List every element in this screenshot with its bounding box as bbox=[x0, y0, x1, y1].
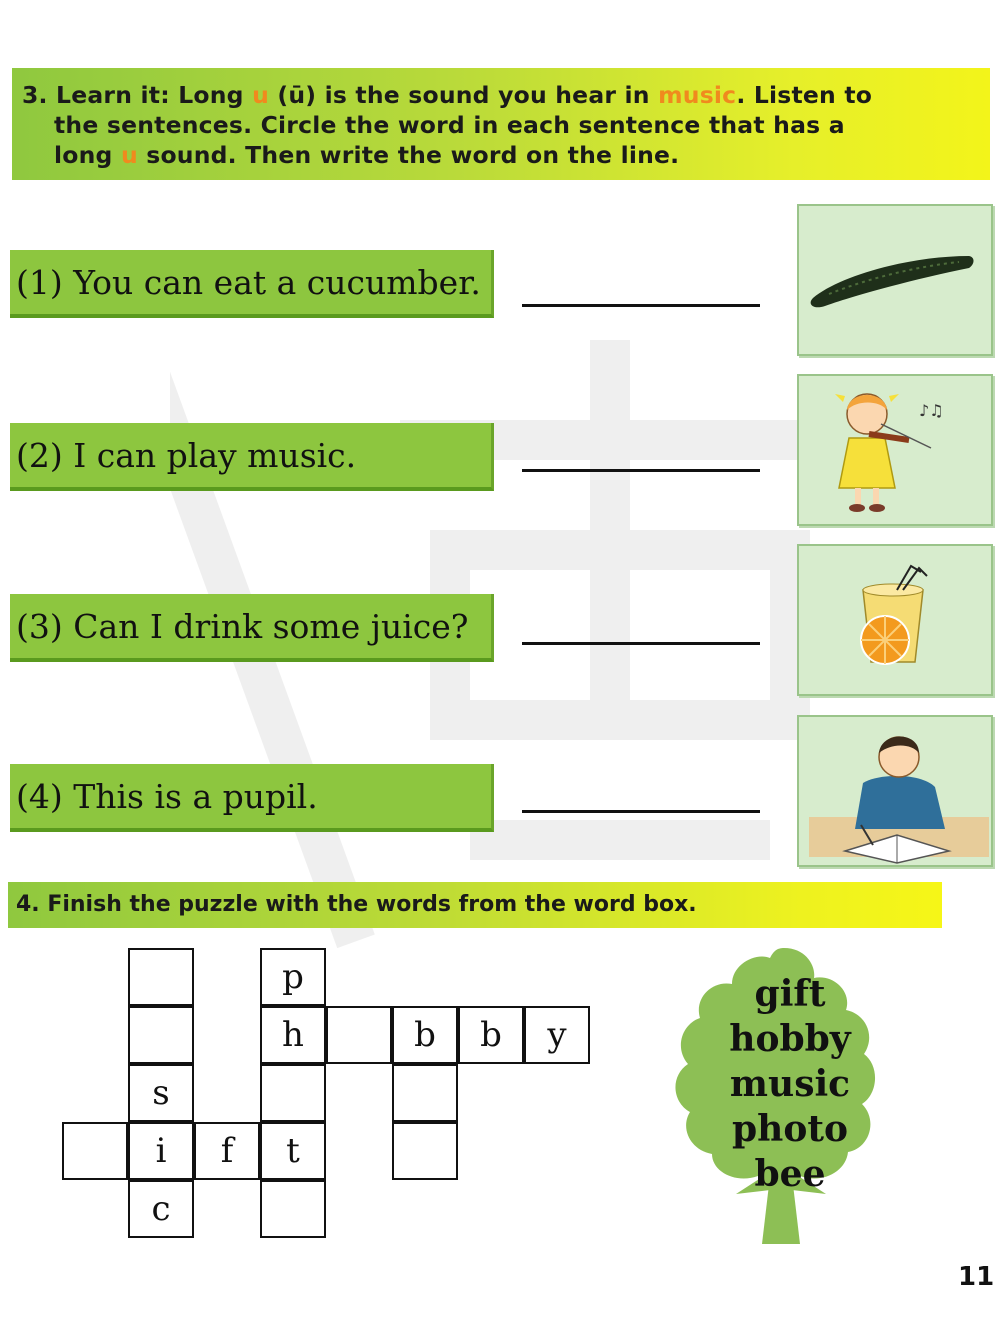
instruction-text: . Listen to bbox=[736, 81, 873, 109]
highlight-u: u bbox=[252, 81, 269, 109]
word-box bbox=[700, 972, 880, 1197]
highlight-music: music bbox=[658, 81, 737, 109]
puzzle-cell[interactable] bbox=[392, 1122, 458, 1180]
answer-line-2[interactable] bbox=[522, 469, 760, 472]
puzzle-cell[interactable] bbox=[128, 948, 194, 1006]
instruction-text: the sentences. Circle the word in each sentence that has a bbox=[54, 111, 845, 139]
exercise-3-instructions bbox=[12, 68, 990, 180]
instruction-text: sound. Then write the word on the line. bbox=[137, 141, 680, 169]
puzzle-cell[interactable] bbox=[260, 1064, 326, 1122]
word-box-item: gift bbox=[754, 973, 826, 1015]
puzzle-cell[interactable] bbox=[392, 1064, 458, 1122]
sentence-4: (4) This is a pupil. bbox=[10, 764, 494, 832]
cucumber-image bbox=[797, 204, 993, 356]
puzzle-cell[interactable]: h bbox=[260, 1006, 326, 1064]
answer-line-1[interactable] bbox=[522, 304, 760, 307]
puzzle-cell[interactable]: c bbox=[128, 1180, 194, 1238]
highlight-u: u bbox=[120, 141, 138, 169]
word-box-item: photo bbox=[732, 1108, 848, 1150]
puzzle-cell[interactable] bbox=[62, 1122, 128, 1180]
juice-glass-image bbox=[797, 544, 993, 696]
pupil-writing-image bbox=[797, 715, 993, 867]
puzzle-cell[interactable]: y bbox=[524, 1006, 590, 1064]
puzzle-cell[interactable] bbox=[326, 1006, 392, 1064]
puzzle-cell[interactable]: b bbox=[458, 1006, 524, 1064]
puzzle-cell[interactable]: i bbox=[128, 1122, 194, 1180]
instruction-text: (ū) is the sound you hear in bbox=[269, 81, 659, 109]
puzzle-cell[interactable]: s bbox=[128, 1064, 194, 1122]
instruction-text: long bbox=[54, 141, 121, 169]
puzzle-cell[interactable] bbox=[128, 1006, 194, 1064]
puzzle-cell[interactable]: f bbox=[194, 1122, 260, 1180]
sentence-1: (1) You can eat a cucumber. bbox=[10, 250, 494, 318]
puzzle-cell[interactable] bbox=[260, 1180, 326, 1238]
page-number: 11 bbox=[958, 1262, 995, 1292]
puzzle-cell[interactable]: p bbox=[260, 948, 326, 1006]
instruction-text: 3. Learn it: Long bbox=[22, 81, 253, 109]
exercise-4-instructions: 4. Finish the puzzle with the words from the word box. bbox=[8, 882, 942, 928]
answer-line-3[interactable] bbox=[522, 642, 760, 645]
word-box-item: bee bbox=[754, 1153, 826, 1195]
answer-line-4[interactable] bbox=[522, 810, 760, 813]
word-box-item: hobby bbox=[729, 1018, 851, 1060]
puzzle-cell[interactable]: b bbox=[392, 1006, 458, 1064]
svg-text:♪♫: ♪♫ bbox=[919, 401, 944, 420]
girl-violin-image bbox=[797, 374, 993, 526]
puzzle-cell[interactable]: t bbox=[260, 1122, 326, 1180]
sentence-3: (3) Can I drink some juice? bbox=[10, 594, 494, 662]
word-box-item: music bbox=[729, 1063, 851, 1105]
sentence-2: (2) I can play music. bbox=[10, 423, 494, 491]
